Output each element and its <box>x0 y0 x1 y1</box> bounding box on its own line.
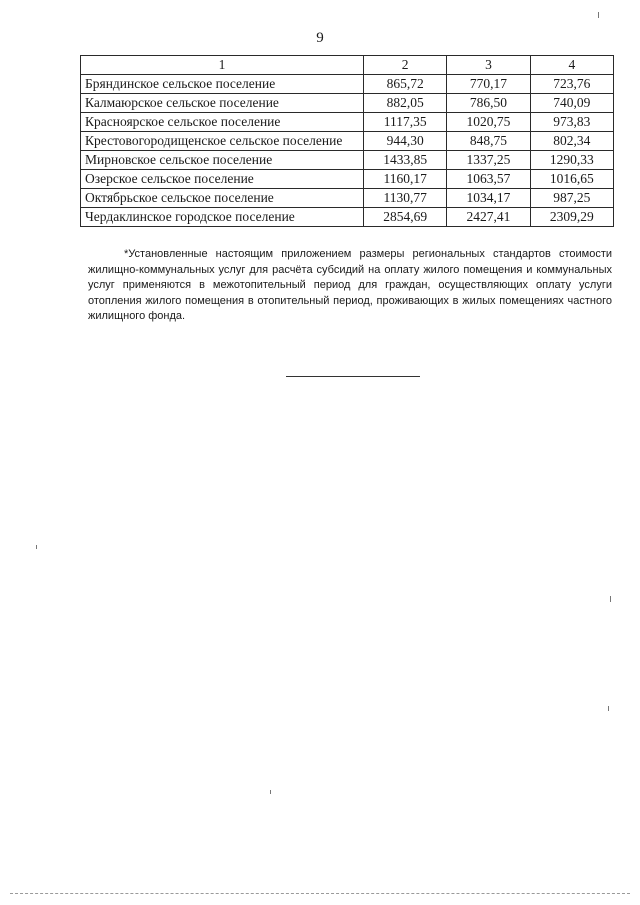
settlement-name: Крестовогородищенское сельское поселение <box>81 132 364 151</box>
scan-artifact <box>608 706 609 711</box>
tariff-table <box>80 55 614 227</box>
table-row <box>81 170 614 189</box>
column-header: 3 <box>447 56 530 75</box>
settlement-name: Красноярское сельское поселение <box>81 113 364 132</box>
value-cell: 1337,25 <box>447 151 530 170</box>
value-cell: 1160,17 <box>364 170 447 189</box>
value-cell: 848,75 <box>447 132 530 151</box>
scan-artifact <box>36 545 37 549</box>
value-cell: 1130,77 <box>364 189 447 208</box>
column-header: 1 <box>81 56 364 75</box>
settlement-name: Чердаклинское городское поселение <box>81 208 364 227</box>
settlement-name: Калмаюрское сельское поселение <box>81 94 364 113</box>
table-row <box>81 208 614 227</box>
value-cell: 1433,85 <box>364 151 447 170</box>
table-row <box>81 113 614 132</box>
separator-line <box>286 376 420 377</box>
value-cell: 1063,57 <box>447 170 530 189</box>
value-cell: 987,25 <box>530 189 613 208</box>
table-row <box>81 189 614 208</box>
settlement-name: Мирновское сельское поселение <box>81 151 364 170</box>
value-cell: 723,76 <box>530 75 613 94</box>
value-cell: 973,83 <box>530 113 613 132</box>
value-cell: 740,09 <box>530 94 613 113</box>
value-cell: 882,05 <box>364 94 447 113</box>
value-cell: 2427,41 <box>447 208 530 227</box>
column-header: 4 <box>530 56 613 75</box>
value-cell: 1016,65 <box>530 170 613 189</box>
settlement-name: Октябрьское сельское поселение <box>81 189 364 208</box>
scan-artifact <box>270 790 271 794</box>
value-cell: 770,17 <box>447 75 530 94</box>
value-cell: 1290,33 <box>530 151 613 170</box>
column-header: 2 <box>364 56 447 75</box>
value-cell: 802,34 <box>530 132 613 151</box>
value-cell: 786,50 <box>447 94 530 113</box>
value-cell: 2309,29 <box>530 208 613 227</box>
table-row <box>81 75 614 94</box>
scan-artifact <box>598 12 599 18</box>
table-row <box>81 94 614 113</box>
settlement-name: Озерское сельское поселение <box>81 170 364 189</box>
footnote-text: *Установленные настоящим приложением размеры региональных стандартов стоимости жилищно-коммунальных услуг для расчёта субсидий на оплату жилого помещения и коммунальных услуг применяются в межотопительный период для граждан, осуществляющих оплату услуги отопления жилого помещения в отопительный период, проживающих в жилых помещениях частного жилищного фонда. <box>88 248 612 322</box>
value-cell: 1034,17 <box>447 189 530 208</box>
value-cell: 1117,35 <box>364 113 447 132</box>
page-bottom-edge <box>10 893 630 894</box>
value-cell: 1020,75 <box>447 113 530 132</box>
settlement-name: Бряндинское сельское поселение <box>81 75 364 94</box>
value-cell: 2854,69 <box>364 208 447 227</box>
value-cell: 944,30 <box>364 132 447 151</box>
value-cell: 865,72 <box>364 75 447 94</box>
table-row <box>81 151 614 170</box>
scan-artifact <box>610 596 611 602</box>
table-header-row <box>81 56 614 75</box>
page-number: 9 <box>316 30 324 46</box>
table-row <box>81 132 614 151</box>
